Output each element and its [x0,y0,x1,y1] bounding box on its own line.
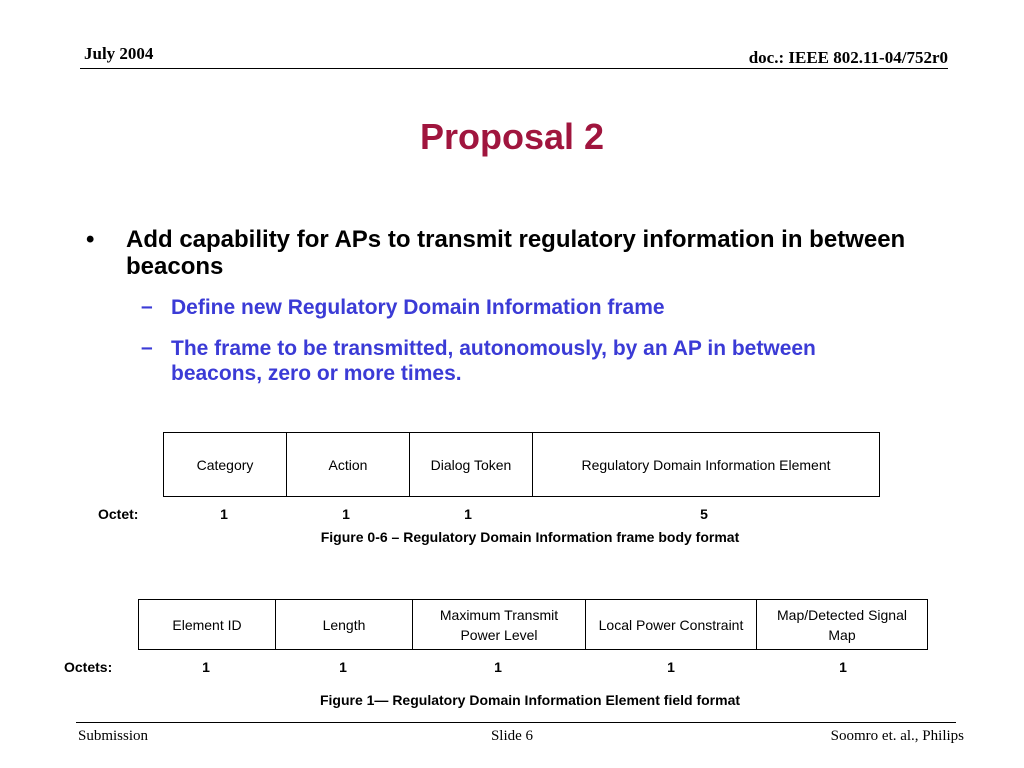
sub-bullet-dash-1: – [141,295,153,318]
table1-header-regulatory-element: Regulatory Domain Information Element [533,433,880,497]
bullet-text: Add capability for APs to transmit regulatory information in between beacons [126,226,906,280]
sub-bullet-dash-2: – [141,336,153,359]
footer-divider [76,722,956,723]
table1-octet-label: Octet: [98,506,139,522]
table1-header-dialog-token: Dialog Token [410,433,533,497]
table2-header-map-detected-signal: Map/Detected Signal Map [757,600,928,650]
header-divider [80,68,948,69]
table1-caption: Figure 0-6 – Regulatory Domain Information frame body format [320,529,740,545]
frame-body-format-table [163,432,880,497]
table2-header-length: Length [276,600,413,650]
table2-caption: Figure 1— Regulatory Domain Information Element field format [319,692,741,708]
table1-octet-regulatory-element: 5 [700,506,708,522]
table1-octet-category: 1 [220,506,228,522]
table2-header-local-power-constraint: Local Power Constraint [586,600,757,650]
table2-header-max-transmit-power: Maximum Transmit Power Level [413,600,586,650]
header-doc-id: doc.: IEEE 802.11-04/752r0 [748,48,948,67]
footer-authors: Soomro et. al., Philips [830,728,964,744]
footer-submission: Submission [78,728,149,744]
footer-slide-number: Slide 6 [490,728,534,744]
slide-title: Proposal 2 [419,116,605,157]
sub-bullet-text-1: Define new Regulatory Domain Information frame [171,296,665,319]
element-field-format-table [138,599,928,650]
table2-octet-label: Octets: [64,659,113,675]
table2-octet-element-id: 1 [202,659,210,675]
sub-bullet-text-2: The frame to be transmitted, autonomously, by an AP in between beacons, zero or more times. [171,337,816,385]
header-date: July 2004 [84,44,154,63]
table2-octet-local-power-constraint: 1 [667,659,675,675]
table2-octet-max-transmit-power: 1 [494,659,502,675]
table2-octet-length: 1 [339,659,347,675]
table2-octet-map-detected-signal: 1 [839,659,847,675]
table2-header-element-id: Element ID [139,600,276,650]
table1-octet-dialog-token: 1 [464,506,472,522]
table1-header-category: Category [164,433,287,497]
table1-octet-action: 1 [342,506,350,522]
bullet-symbol: • [86,226,95,253]
table1-header-action: Action [287,433,410,497]
